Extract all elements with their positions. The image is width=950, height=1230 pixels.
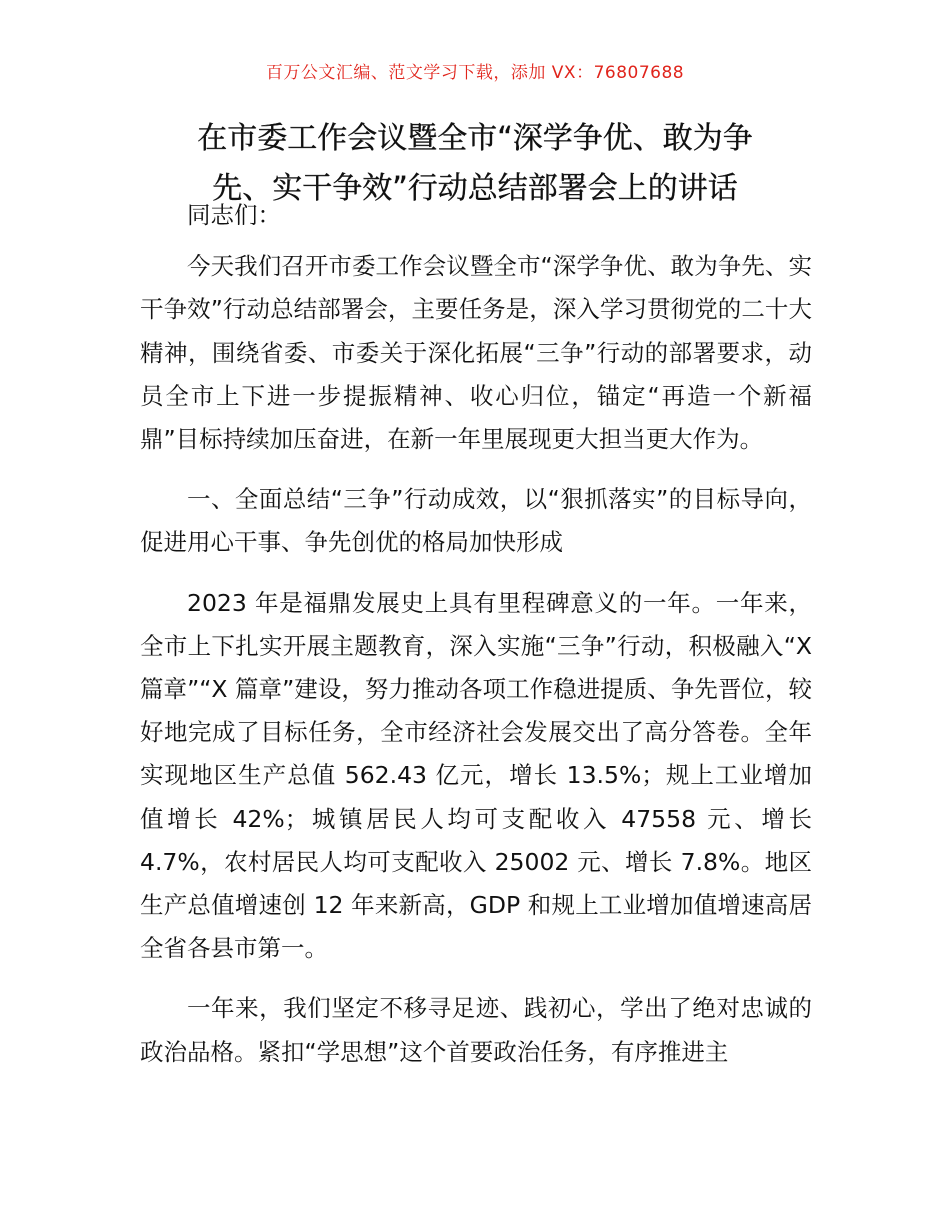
salutation: 同志们：: [187, 201, 281, 229]
section-heading-one: 一、全面总结“三争”行动成效，以“狠抓落实”的目标导向，促进用心干事、争先创优的格局加快形成: [140, 485, 812, 557]
paragraph-intro: 今天我们召开市委工作会议暨全市“深学争优、敢为争先、实干争效”行动总结部署会，主要任务是，深入学习贯彻党的二十大精神，围绕省委、市委关于深化拓展“三争”行动的部署要求，动员全市上下进一步提振精神、收心归位，锚定“再造一个新福鼎”目标持续加压奋进，在新一年里展现更大担当更大作为。: [140, 252, 812, 454]
paragraph-political-loyalty: 一年来，我们坚定不移寻足迹、践初心，学出了绝对忠诚的政治品格。紧扣“学思想”这个首要政治任务，有序推进主: [140, 994, 812, 1066]
speech-title-line-2: 先、实干争效”行动总结部署会上的讲话: [212, 171, 738, 206]
speech-title-line-1: 在市委工作会议暨全市“深学争优、敢为争: [197, 121, 753, 156]
download-promo-note: 百万公文汇编、范文学习下载，添加 VX：76807688: [265, 63, 685, 83]
speech-body: [140, 194, 812, 1091]
paragraph-achievements: 2023 年是福鼎发展史上具有里程碑意义的一年。一年来，全市上下扎实开展主题教育，深入实施“三争”行动，积极融入“X 篇章”“X 篇章”建设，努力推动各项工作稳进提质、争先晋位，较好地完成了目标任务，全市经济社会发展交出了高分答卷。全年实现地区生产总值 562.43 亿元，增长 13.5%；规上工业增加值增长 42%；城镇居民人均可支配收入 47558 元、增长 4.7%，农村居民人均可支配收入 25002 元、增长 7.8%。地区生产总值增速创 12 年来新高，GDP 和规上工业增加值增速高居全省各县市第一。: [140, 588, 812, 963]
